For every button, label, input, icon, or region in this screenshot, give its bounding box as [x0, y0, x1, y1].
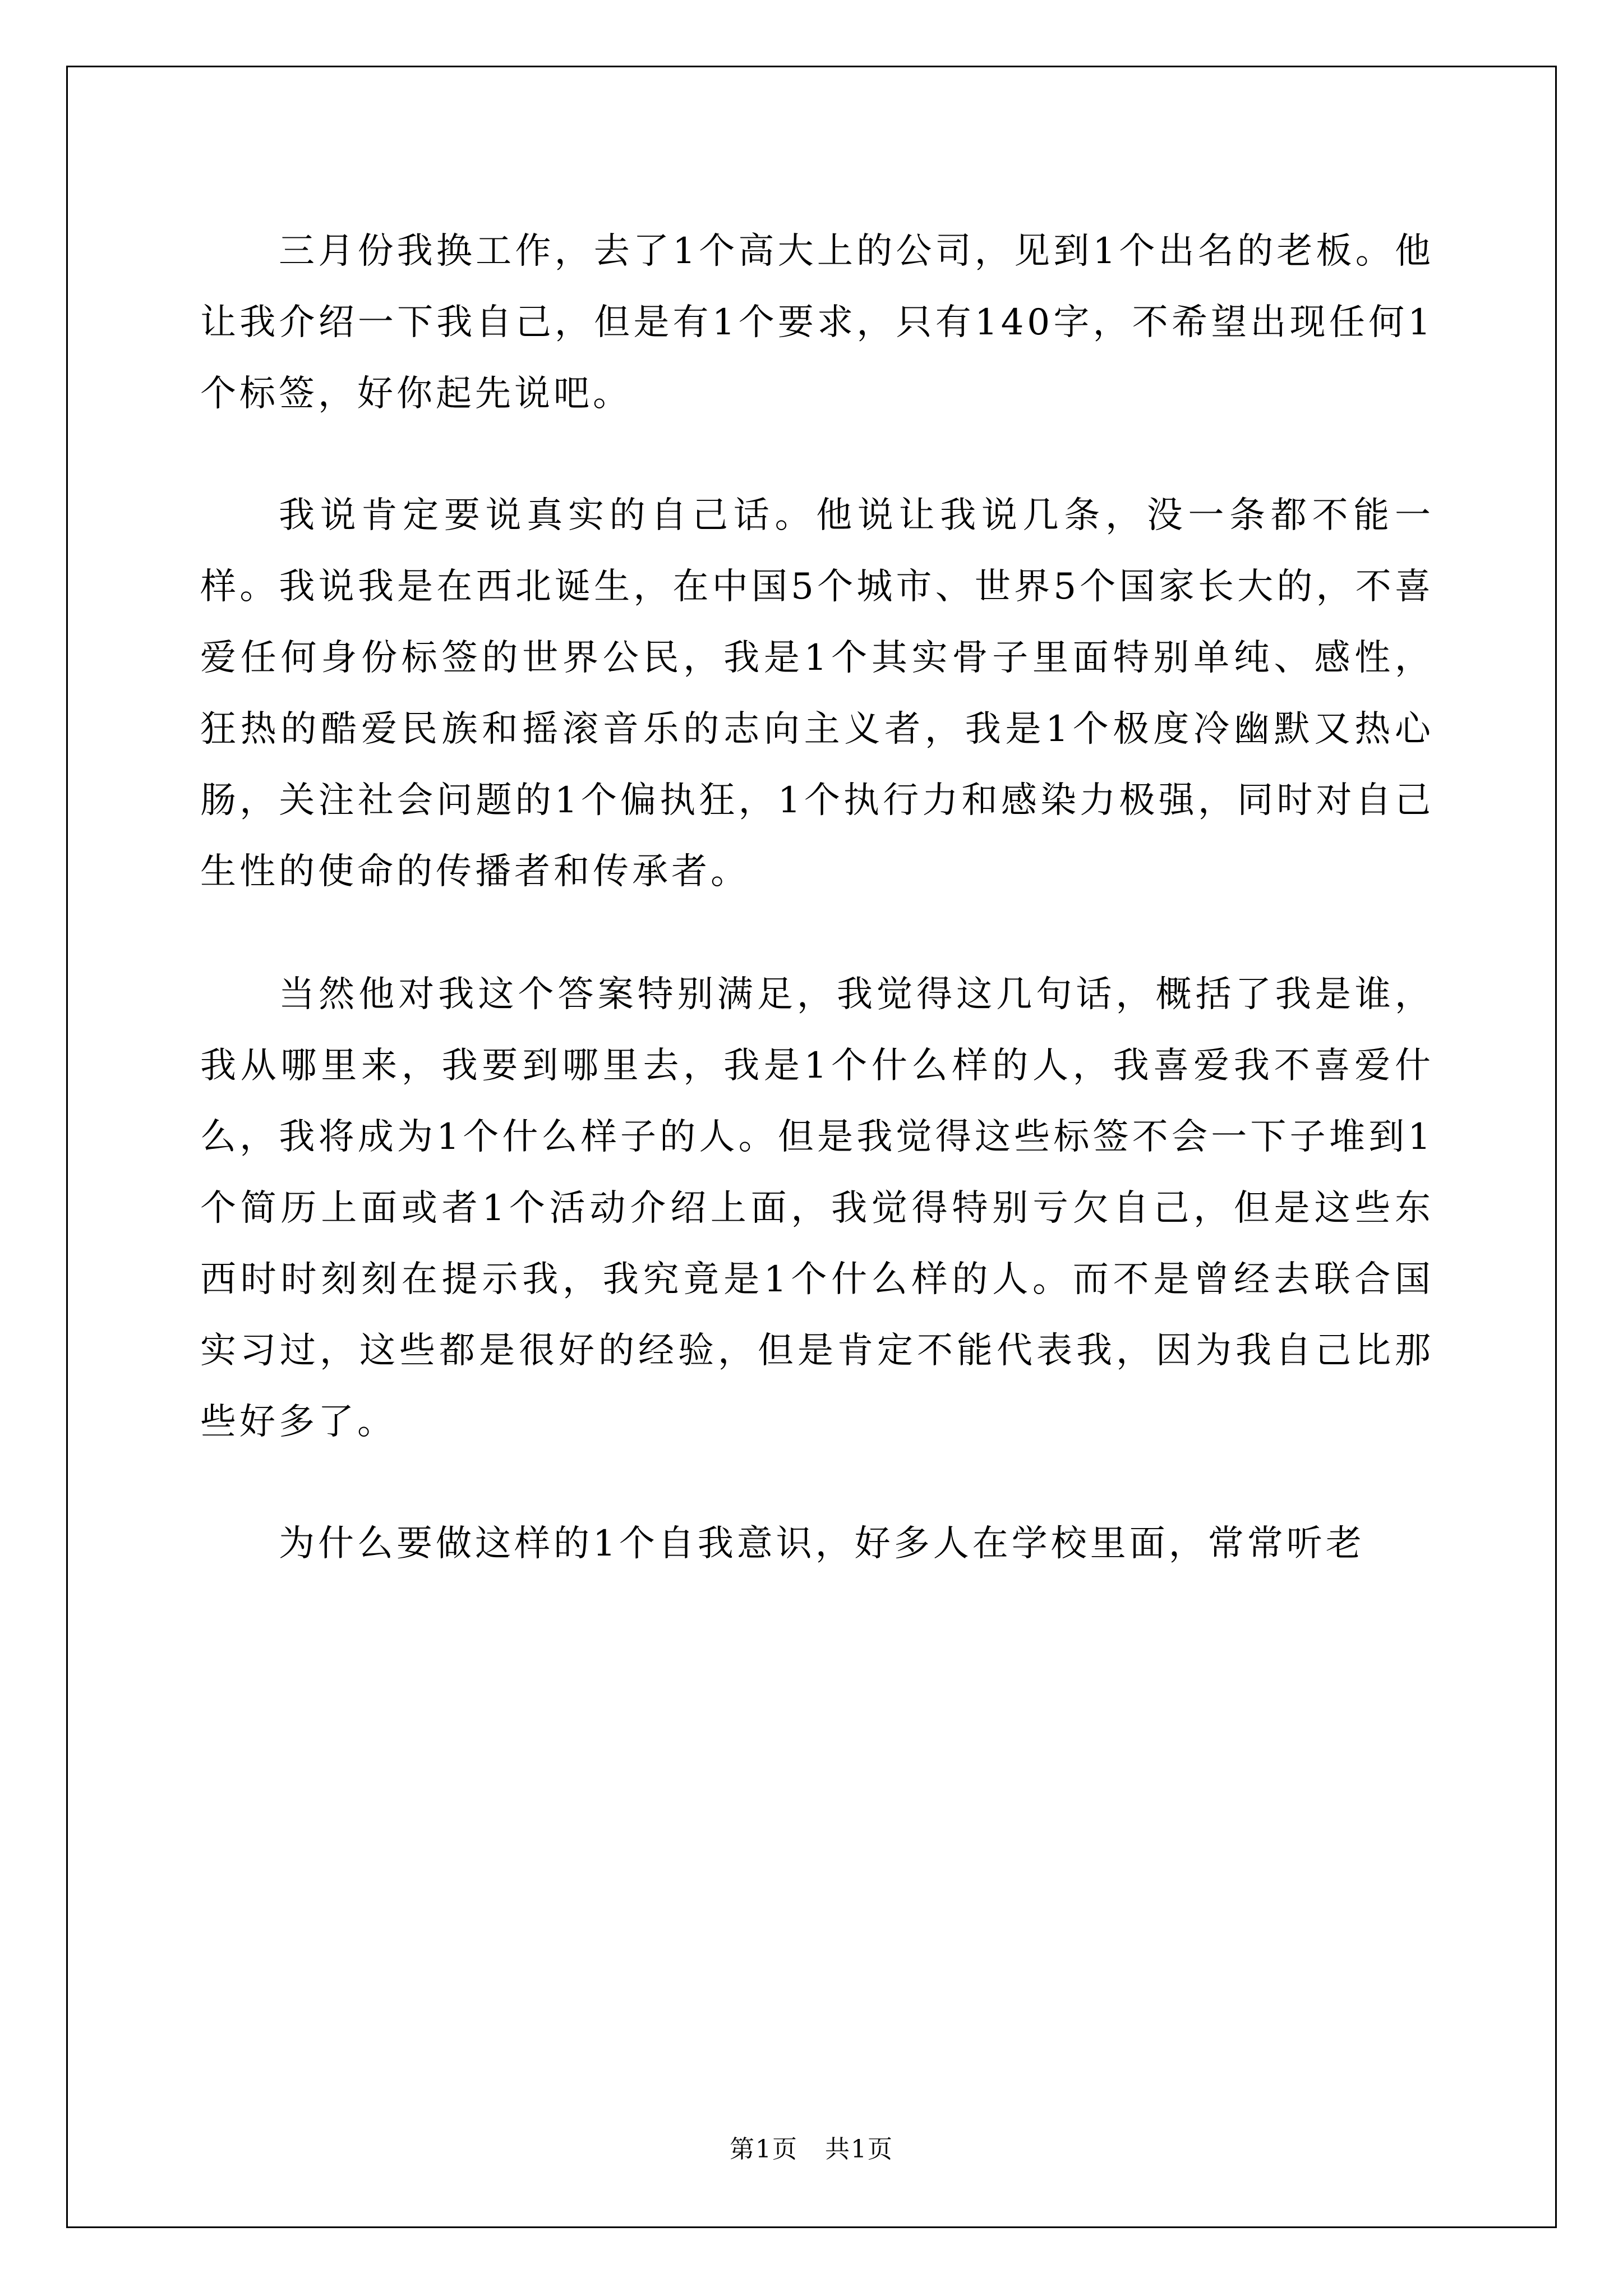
paragraph-1: 三月份我换工作，去了1个高大上的公司，见到1个出名的老板。他让我介绍一下我自己，但是有1个要求，只有140字，不希望出现任何1个标签，好你起先说吧。 — [200, 231, 1434, 415]
document-body — [200, 216, 1434, 1629]
page-number-total: 共1页 — [825, 2135, 893, 2164]
page-footer — [0, 2133, 1623, 2166]
page-number-current: 第1页 — [730, 2135, 798, 2164]
paragraph-3: 当然他对我这个答案特别满足，我觉得这几句话，概括了我是谁，我从哪里来，我要到哪里去，我是1个什么样的人，我喜爱我不喜爱什么，我将成为1个什么样子的人。但是我觉得这些标签不会一下子堆到1个简历上面或者1个活动介绍上面，我觉得特别亏欠自己，但是这些东西时时刻刻在提示我，我究竟是1个什么样的人。而不是曾经去联合国实习过，这些都是很好的经验，但是肯定不能代表我，因为我自己比那些好多了。 — [200, 974, 1434, 1443]
paragraph-2: 我说肯定要说真实的自己话。他说让我说几条，没一条都不能一样。我说我是在西北诞生，在中国5个城市、世界5个国家长大的，不喜爱任何身份标签的世界公民，我是1个其实骨子里面特别单纯、感性，狂热的酷爱民族和摇滚音乐的志向主义者，我是1个极度冷幽默又热心肠，关注社会问题的1个偏执狂，1个执行力和感染力极强，同时对自己生性的使命的传播者和传承者。 — [200, 495, 1434, 892]
paragraph-4: 为什么要做这样的1个自我意识，好多人在学校里面，常常听老 — [279, 1523, 1365, 1565]
